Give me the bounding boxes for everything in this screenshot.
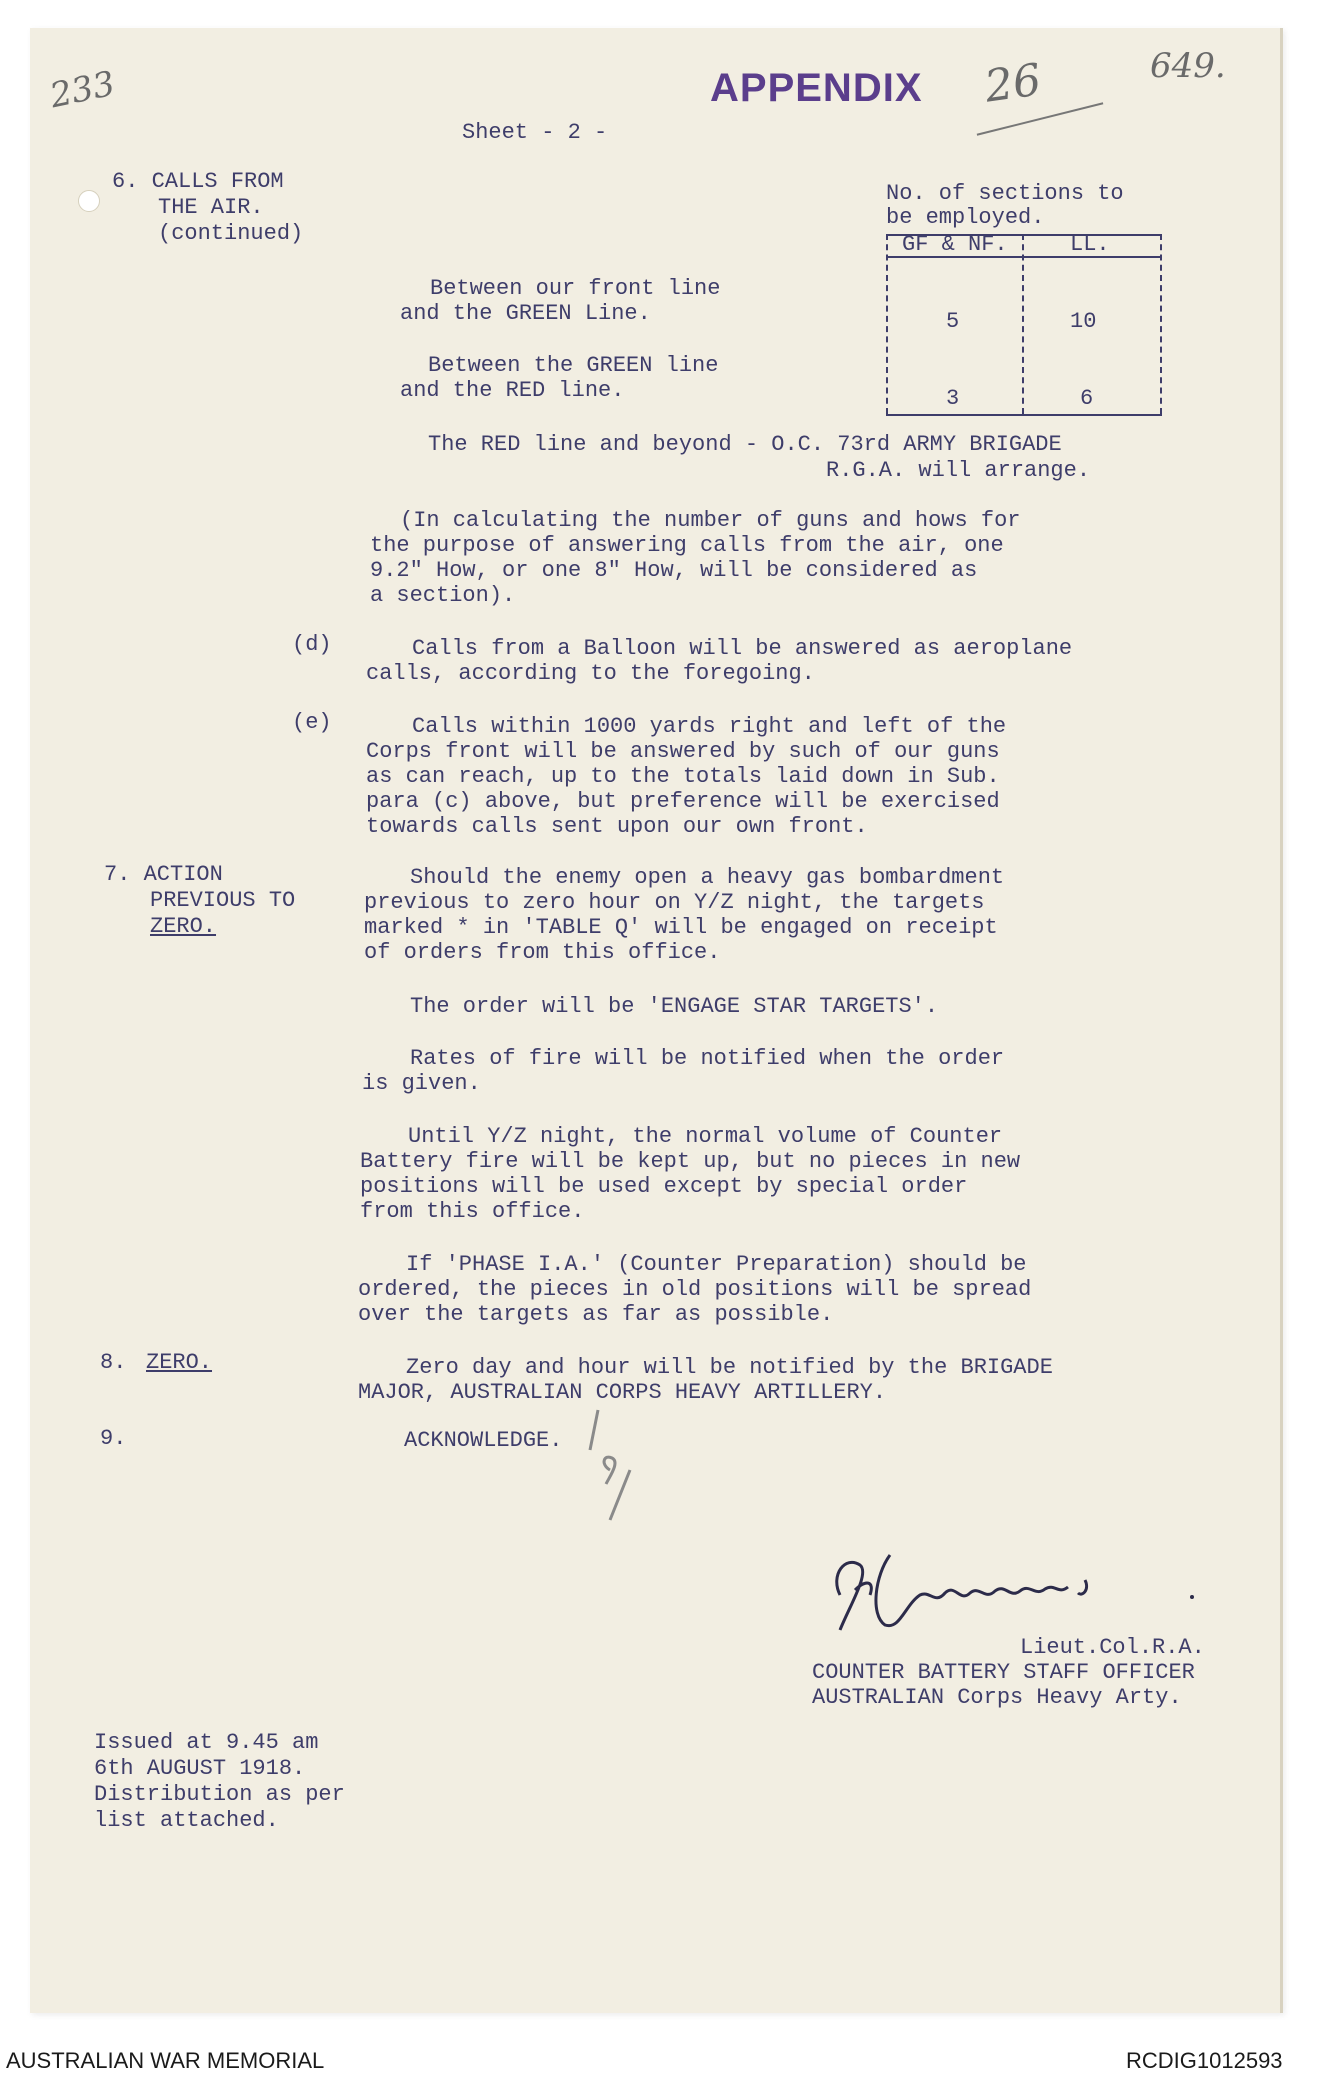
para-e-1: Calls within 1000 yards right and left of the — [412, 714, 1007, 739]
row2-label-2: and the RED line. — [400, 378, 625, 403]
s7-p5-2: ordered, the pieces in old positions will be spread — [358, 1277, 1032, 1302]
table-right-rule — [1160, 234, 1162, 414]
row2-value-gf: 3 — [946, 386, 960, 411]
row1-label-1: Between our front line — [430, 276, 721, 301]
s7-p5-1: If 'PHASE I.A.' (Counter Preparation) should be — [406, 1252, 1027, 1277]
issued-line-2: 6th AUGUST 1918. — [94, 1756, 306, 1781]
table-left-rule — [886, 234, 888, 414]
signatory-role: COUNTER BATTERY STAFF OFFICER — [812, 1660, 1195, 1685]
s7-p4-3: positions will be used except by special order — [360, 1174, 968, 1199]
handwritten-appendix-number: 26 — [981, 54, 1045, 113]
s7-p1-1: Should the enemy open a heavy gas bombardment — [410, 865, 1005, 890]
para-e-3: as can reach, up to the totals laid down in Sub. — [366, 764, 1000, 789]
s7-p1-3: marked * in 'TABLE Q' will be engaged on receipt — [364, 915, 998, 940]
para-d-1: Calls from a Balloon will be answered as aeroplane — [412, 636, 1073, 661]
s7-p5-3: over the targets as far as possible. — [358, 1302, 834, 1327]
calc-note-3: 9.2" How, or one 8" How, will be considered as — [370, 558, 978, 583]
section8-number: 8. — [100, 1350, 127, 1375]
row1-value-ll: 10 — [1070, 309, 1097, 334]
para-e-label: (e) — [292, 710, 332, 735]
pencil-mark — [580, 1400, 650, 1540]
issued-line-3: Distribution as per — [94, 1782, 345, 1807]
s7-p3-1: Rates of fire will be notified when the order — [410, 1046, 1005, 1071]
row2-value-ll: 6 — [1080, 386, 1094, 411]
acknowledge: ACKNOWLEDGE. — [404, 1428, 563, 1453]
col-header-gf-nf: GF & NF. — [902, 232, 1008, 257]
para-d-label: (d) — [292, 632, 332, 657]
sheet-number: Sheet - 2 - — [462, 120, 608, 145]
signature — [820, 1535, 1220, 1645]
s8-p-1: Zero day and hour will be notified by the BRIGADE — [406, 1355, 1053, 1380]
issued-line-1: Issued at 9.45 am — [94, 1730, 319, 1755]
section9-number: 9. — [100, 1426, 127, 1451]
row1-label-2: and the GREEN Line. — [400, 301, 651, 326]
row1-value-gf: 5 — [946, 309, 960, 334]
footer-source: AUSTRALIAN WAR MEMORIAL — [6, 2048, 325, 2073]
table-bottom-rule — [886, 414, 1162, 416]
para-d-2: calls, according to the foregoing. — [366, 661, 815, 686]
para-e-4: para (c) above, but preference will be exercised — [366, 789, 1000, 814]
footer-id: RCDIG1012593 — [1126, 2048, 1283, 2073]
section7-heading-line3: ZERO. — [150, 914, 217, 939]
s8-p-2: MAJOR, AUSTRALIAN CORPS HEAVY ARTILLERY. — [358, 1380, 887, 1405]
col-header-ll: LL. — [1070, 232, 1110, 257]
s7-p1-4: of orders from this office. — [364, 940, 721, 965]
row2-label-1: Between the GREEN line — [428, 353, 719, 378]
section7-heading-line2: PREVIOUS TO — [150, 888, 296, 913]
page-number: 649. — [1150, 46, 1226, 86]
issued-line-4: list attached. — [94, 1808, 279, 1833]
calc-note-1: (In calculating the number of guns and hows for — [400, 508, 1021, 533]
s7-p4-4: from this office. — [360, 1199, 585, 1224]
para-e-5: towards calls sent upon our own front. — [366, 814, 868, 839]
s7-p3-2: is given. — [362, 1071, 481, 1096]
table-caption-2: be employed. — [886, 205, 1045, 230]
folio-number: 233 — [46, 63, 119, 117]
s7-p1-2: previous to zero hour on Y/Z night, the targets — [364, 890, 985, 915]
red-line-1: The RED line and beyond - O.C. 73rd ARMY BRIGADE — [428, 432, 1062, 457]
section6-heading-line2: THE AIR. — [158, 195, 264, 220]
s7-p4-2: Battery fire will be kept up, but no pieces in new — [360, 1149, 1021, 1174]
calc-note-2: the purpose of answering calls from the air, one — [370, 533, 1004, 558]
section6-heading: 6. CALLS FROM — [112, 169, 284, 194]
table-mid-rule — [1022, 234, 1024, 414]
signatory-rank: Lieut.Col.R.A. — [1020, 1635, 1205, 1660]
table-caption-1: No. of sections to — [886, 181, 1124, 206]
section6-heading-line3: (continued) — [158, 221, 304, 246]
punch-hole — [78, 190, 100, 212]
appendix-stamp: APPENDIX — [710, 66, 923, 110]
s7-p2: The order will be 'ENGAGE STAR TARGETS'. — [410, 994, 939, 1019]
section8-heading: ZERO. — [146, 1350, 213, 1375]
section7-heading: 7. ACTION — [104, 862, 223, 887]
s7-p4-1: Until Y/Z night, the normal volume of Counter — [408, 1124, 1003, 1149]
para-e-2: Corps front will be answered by such of our guns — [366, 739, 1000, 764]
calc-note-4: a section). — [370, 583, 516, 608]
red-line-2: R.G.A. will arrange. — [826, 458, 1091, 483]
signatory-unit: AUSTRALIAN Corps Heavy Arty. — [812, 1685, 1182, 1710]
